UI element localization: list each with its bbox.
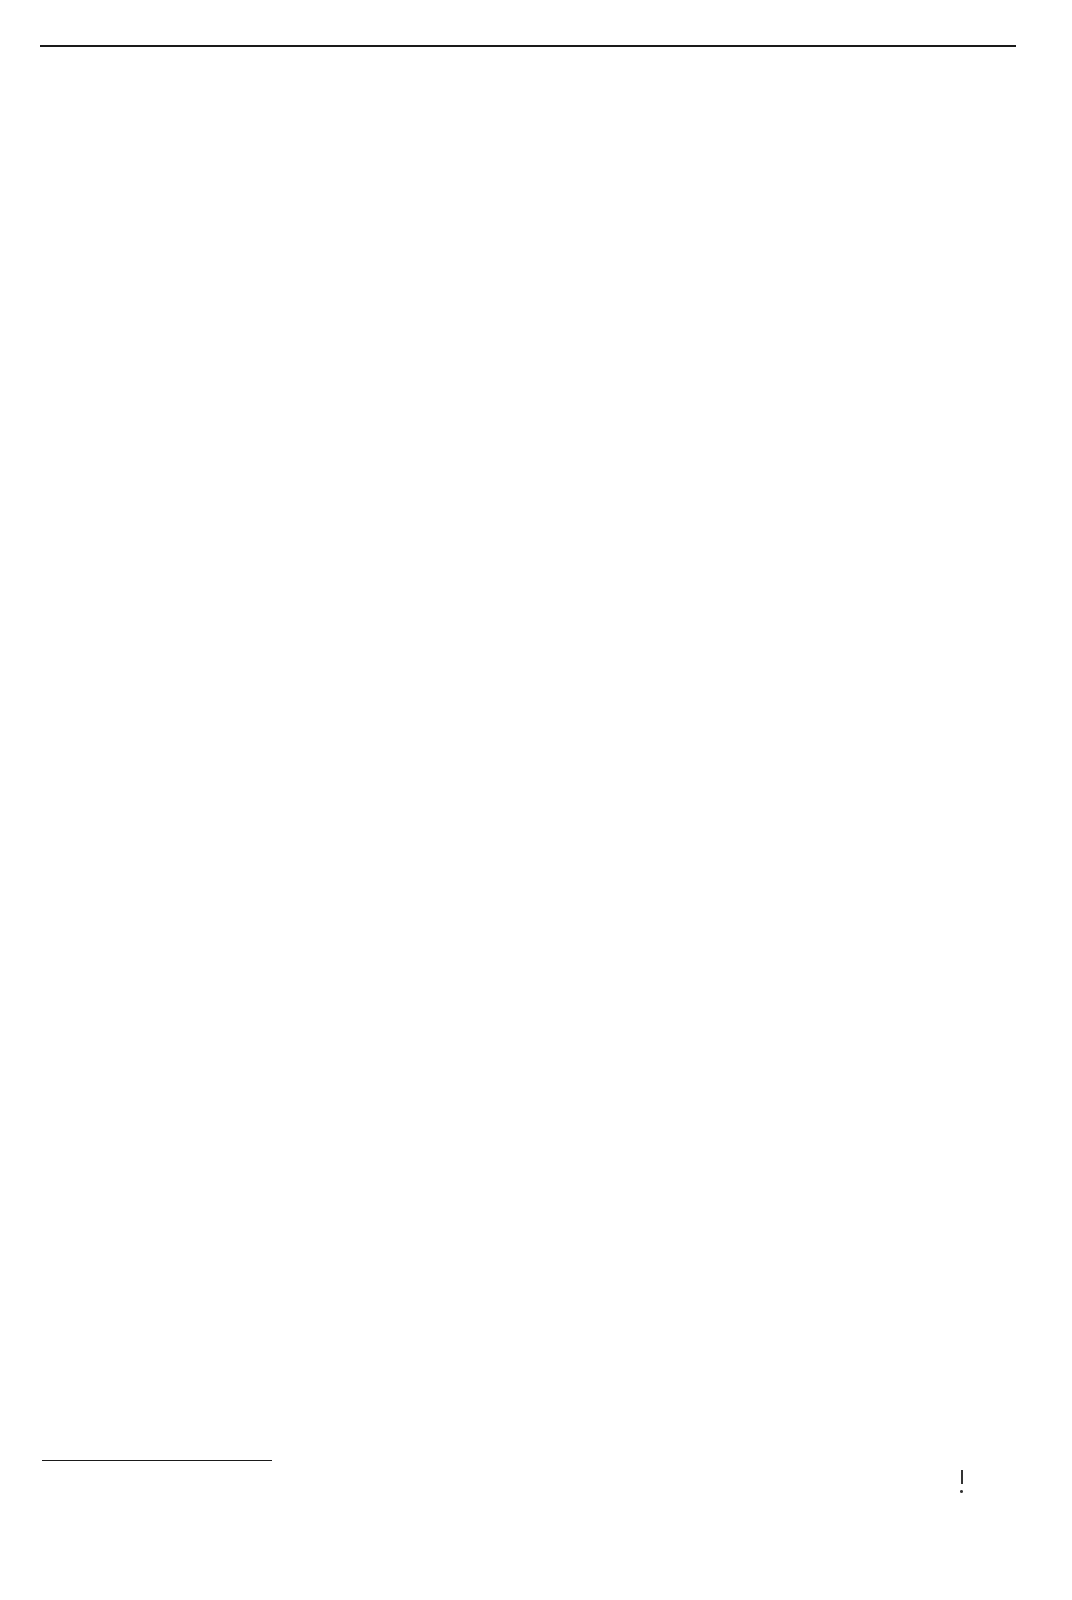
footnote-rule [42,1460,272,1461]
footnote [78,1470,81,1496]
margin-mark [960,1470,963,1498]
header-rule [40,45,1016,47]
